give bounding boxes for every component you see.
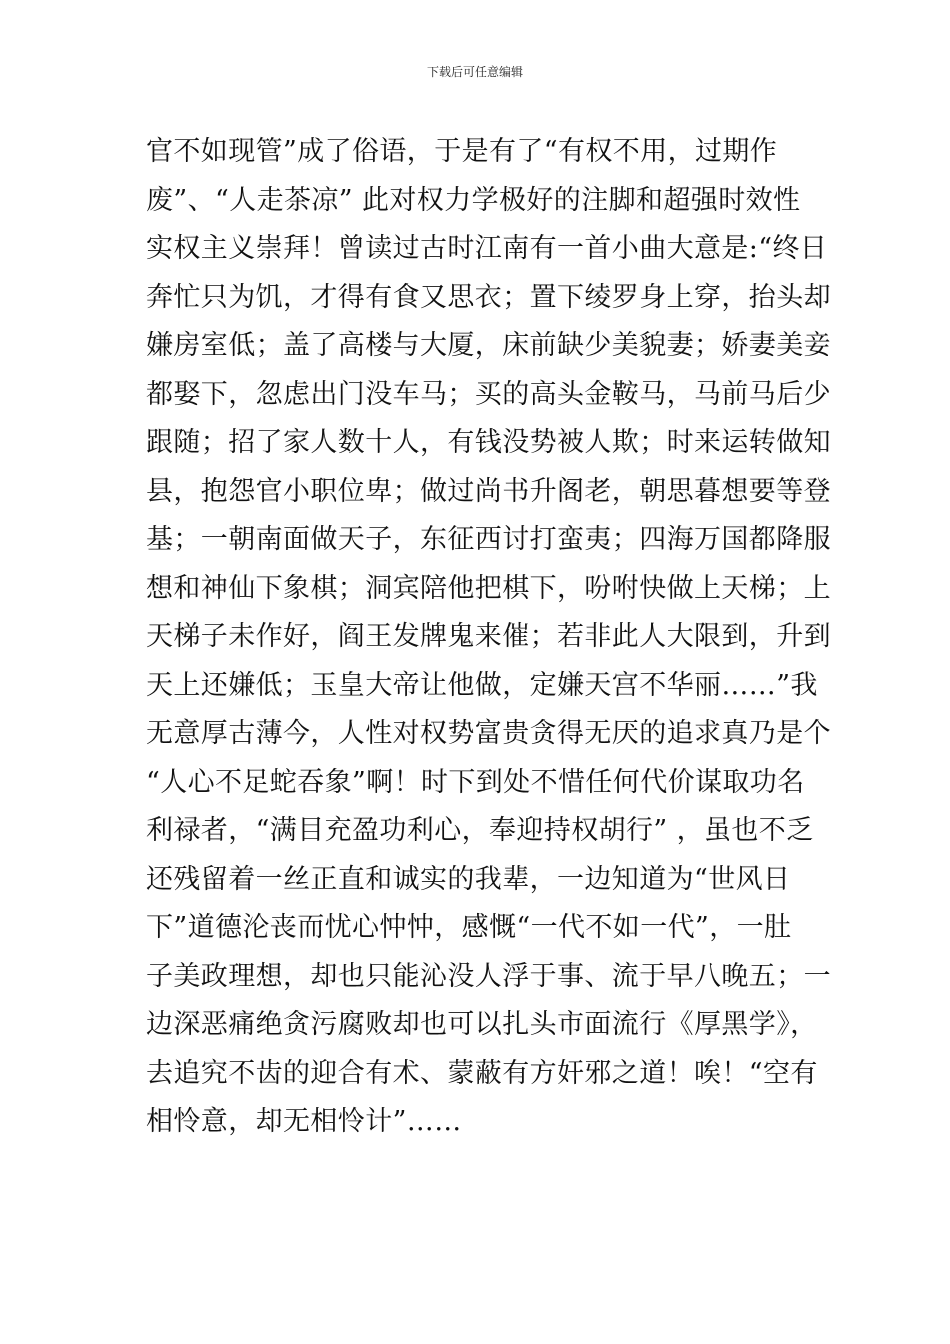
text-line: 天梯子未作好，阎王发牌鬼来催；若非此人大限到，升到 — [146, 621, 831, 652]
page-header: 下载后可任意编辑 — [426, 65, 523, 79]
text-line: 下”道德沦丧而忧心忡忡，感慨“一代不如一代”，一肚 — [146, 912, 792, 943]
text-line: 利禄者，“满目充盈功利心，奉迎持权胡行” ，虽也不乏 — [146, 815, 814, 846]
text-line: 基；一朝南面做天子，东征西讨打蛮夷；四海万国都降服 — [146, 524, 831, 555]
text-line: 实权主义崇拜！曾读过古时江南有一首小曲大意是:“终日 — [146, 233, 828, 264]
text-line: 废”、“人走茶凉” 此对权力学极好的注脚和超强时效性 — [146, 184, 801, 216]
text-line: 无意厚古薄今，人性对权势富贵贪得无厌的追求真乃是个 — [146, 718, 831, 749]
text-line: “人心不足蛇吞象”啊！时下到处不惜任何代价谋取功名 — [146, 766, 805, 798]
text-line: 子美政理想，却也只能沁没人浮于事、流于早八晚五；一 — [146, 960, 831, 992]
text-line: 官不如现管”成了俗语，于是有了“有权不用，过期作 — [146, 136, 778, 167]
text-line: 奔忙只为饥，才得有食又思衣；置下绫罗身上穿，抬头却 — [146, 281, 831, 313]
text-line: 嫌房室低；盖了高楼与大厦，床前缺少美貌妻；娇妻美妾 — [146, 330, 831, 361]
body-paragraph — [146, 128, 831, 1147]
text-line: 县，抱怨官小职位卑；做过尚书升阁老，朝思暮想要等登 — [146, 475, 831, 507]
text-line: 边深恶痛绝贪污腐败却也可以扎头市面流行《厚黑学》， — [146, 1009, 818, 1040]
text-line: 还残留着一丝正直和诚实的我辈，一边知道为“世风日 — [146, 863, 791, 895]
text-line: 相怜意，却无相怜计”…… — [146, 1106, 462, 1137]
text-line: 都娶下，忽虑出门没车马；买的高头金鞍马，马前马后少 — [146, 378, 831, 410]
text-line: 去追究不齿的迎合有术、蒙蔽有方奸邪之道！唉！“空有 — [146, 1057, 818, 1089]
text-line: 想和神仙下象棋；洞宾陪他把棋下，吩咐快做上天梯；上 — [146, 572, 831, 604]
text-line: 天上还嫌低；玉皇大帝让他做，定嫌天宫不华丽……”我 — [146, 669, 818, 701]
text-line: 跟随；招了家人数十人，有钱没势被人欺；时来运转做知 — [146, 427, 831, 458]
